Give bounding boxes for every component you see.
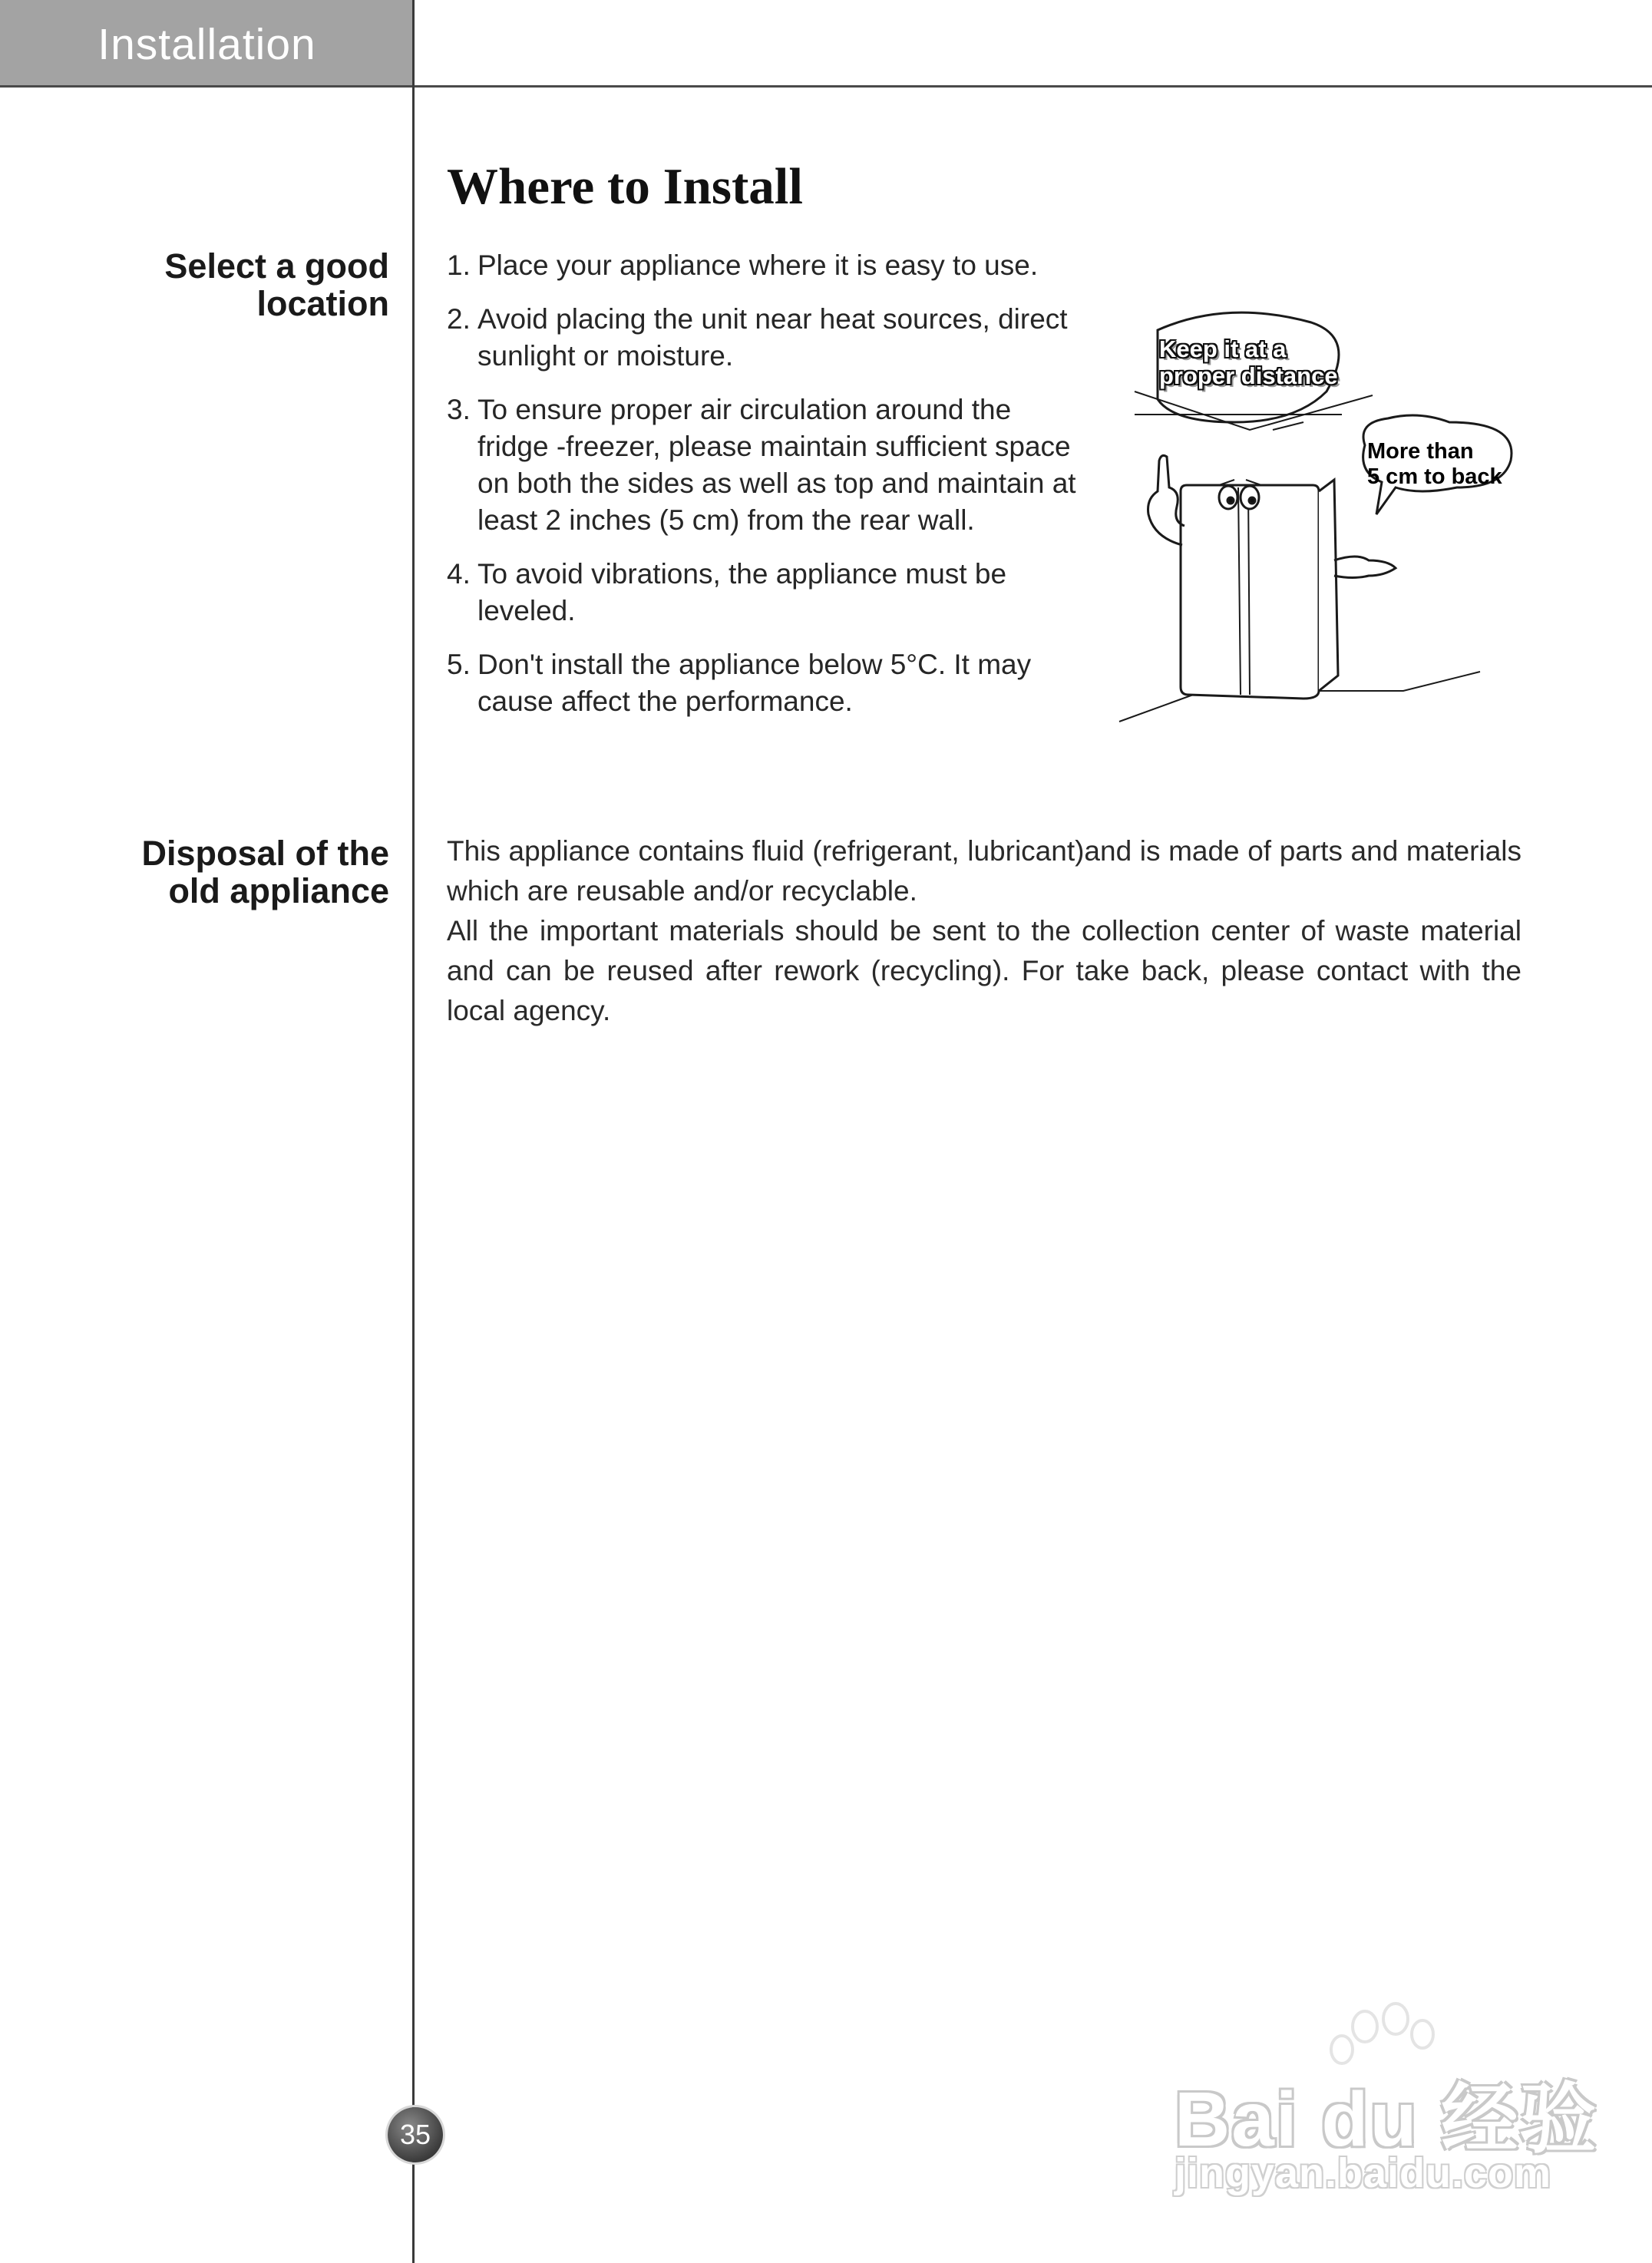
fridge-side — [1319, 480, 1338, 691]
list-item — [447, 646, 1084, 720]
keep-distance-caption — [1159, 335, 1338, 389]
step-text: Place your appliance where it is easy to use. — [477, 249, 1039, 281]
disposal-text — [447, 831, 1521, 1031]
fridge-arm-right — [1334, 557, 1396, 578]
header-divider-left — [0, 85, 414, 88]
header-tab — [0, 0, 414, 86]
header-divider — [414, 85, 1652, 88]
step-number: 5. — [447, 649, 471, 680]
list-item — [447, 301, 1084, 375]
step-text: Avoid placing the unit near heat sources, direct sunlight or moisture. — [477, 303, 1068, 372]
step-number: 3. — [447, 394, 471, 425]
column-divider — [412, 0, 415, 2263]
step-text: Don't install the appliance below 5°C. It may cause affect the performance. — [477, 649, 1032, 717]
fridge-arm-left — [1148, 455, 1185, 545]
page-title: Where to Install — [447, 158, 804, 215]
location-steps-list — [447, 247, 1084, 737]
watermark-url: jingyan.baidu.com — [1175, 2150, 1552, 2196]
step-number: 2. — [447, 303, 471, 335]
side-label-disposal — [5, 834, 389, 910]
caption-line: More than — [1367, 439, 1474, 464]
step-number: 4. — [447, 558, 471, 590]
side-label-line: Disposal of the — [141, 834, 389, 873]
list-item — [447, 391, 1084, 539]
side-label-line: old appliance — [168, 871, 389, 910]
disposal-paragraph: This appliance contains fluid (refrigerant, lubricant)and is made of parts and materials which are reusable and/or recyclable. — [447, 835, 1521, 907]
list-item — [447, 247, 1084, 284]
step-text: To ensure proper air circulation around the fridge -freezer, please maintain sufficient space on both the sides as well as top and maintain at least 2 inches (5 cm) from the rear wall. — [477, 394, 1076, 536]
watermark-brand: Bai du 经验 — [1175, 2076, 1598, 2162]
step-text: To avoid vibrations, the appliance must be leveled. — [477, 558, 1007, 626]
caption-line: proper distance — [1159, 362, 1338, 389]
side-label-line: location — [256, 284, 389, 323]
back-distance-caption — [1367, 439, 1502, 490]
caption-line: Keep it at a — [1159, 335, 1287, 362]
step-number: 1. — [447, 249, 471, 281]
disposal-paragraph: All the important materials should be sent to the collection center of waste material and can be reused after rework (recycling). For take back, please contact with the local agency. — [447, 915, 1521, 1026]
side-label-line: Select a good — [164, 246, 389, 286]
page-number: 35 — [399, 2119, 431, 2150]
list-item — [447, 556, 1084, 629]
side-label-location — [5, 247, 389, 322]
page-number-badge — [388, 2107, 443, 2162]
section-title: Installation — [97, 20, 316, 69]
caption-line: 5 cm to back — [1367, 464, 1502, 489]
